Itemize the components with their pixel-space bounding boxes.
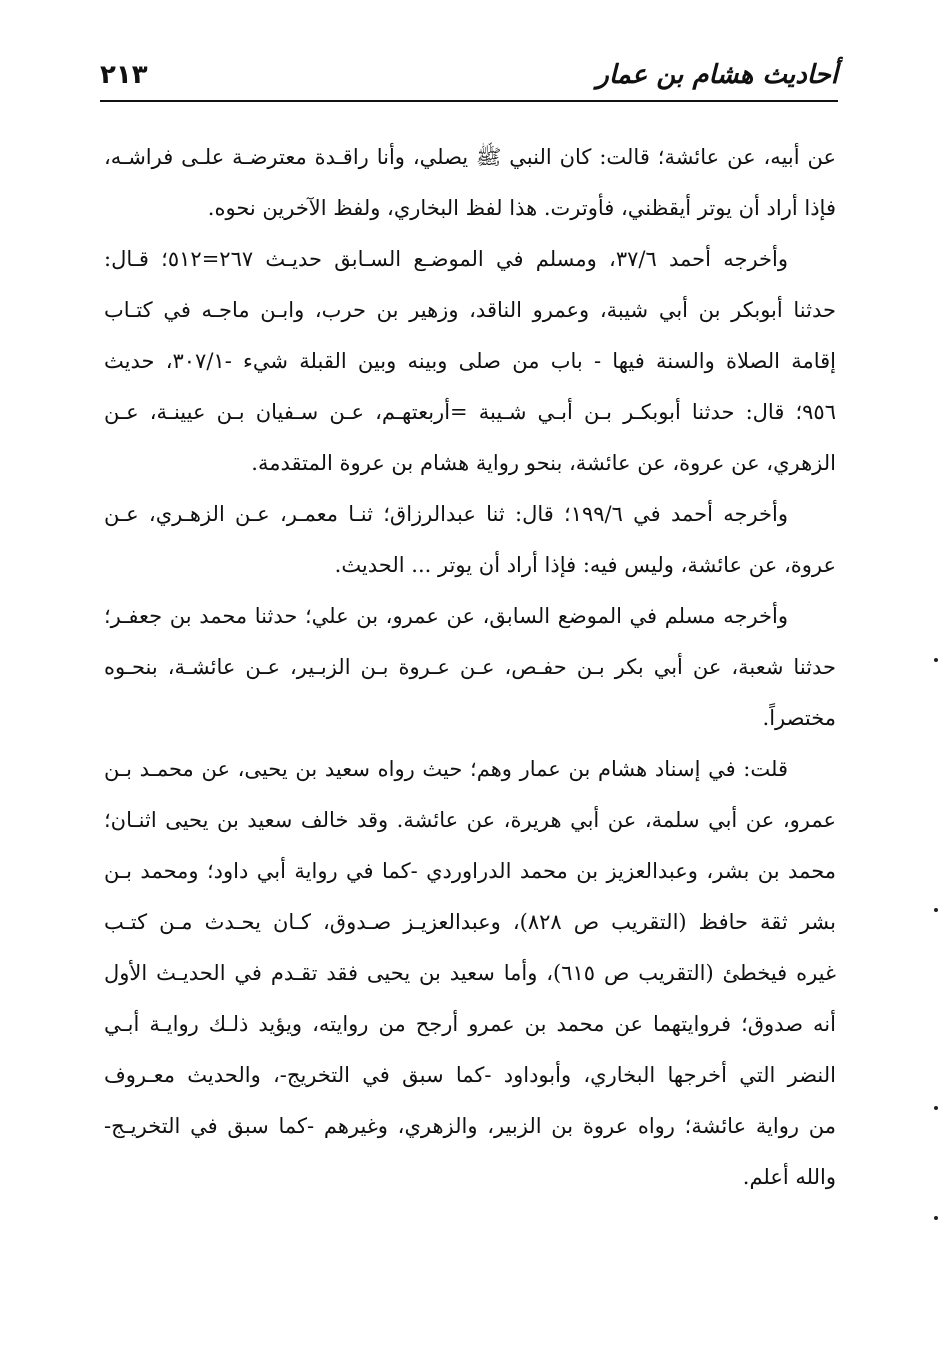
running-header xyxy=(100,52,838,102)
text-line: مختصراً. xyxy=(762,706,836,730)
scan-speck xyxy=(934,658,938,662)
text-line: بشر ثقة حافظ (التقريب ص ٨٢٨)، وعبدالعزيـز صـدوق، كـان يحـدث مـن كتـب xyxy=(104,910,836,934)
paragraph-4 xyxy=(104,591,836,744)
scan-speck xyxy=(934,1106,938,1110)
text-line: عمرو، عن أبي سلمة، عن أبي هريرة، عن عائشة. وقد خالف سعيد بن يحيى اثنـان؛ xyxy=(104,808,836,832)
text-line: النضر التي أخرجها البخاري، وأبوداود -كما سبق في التخريج-، والحديث معـروف xyxy=(104,1063,836,1087)
scan-speck xyxy=(934,908,938,912)
text-line: من رواية عائشة؛ رواه عروة بن الزبير، والزهري، وغيرهم -كما سبق في التخريـج- xyxy=(104,1114,836,1138)
text-line: وأخرجه أحمد ٣٧/٦، ومسلم في الموضـع السـابق حديـث ٢٦٧=٥١٢؛ قـال: xyxy=(104,247,788,271)
text-line: إقامة الصلاة والسنة فيها - باب من صلى وبينه وبين القبلة شيء -٣٠٧/١، حديث xyxy=(104,349,836,373)
text-line: فإذا أراد أن يوتر أيقظني، فأوترت. هذا لفظ البخاري، ولفظ الآخرين نحوه. xyxy=(207,196,836,220)
paragraph-5 xyxy=(104,744,836,1203)
text-line: الزهري، عن عروة، عن عائشة، بنحو رواية هشام بن عروة المتقدمة. xyxy=(251,451,836,475)
header-rule xyxy=(100,100,838,102)
text-line: غيره فيخطئ (التقريب ص ٦١٥)، وأما سعيد بن يحيى فقد تقـدم في الحديـث الأول xyxy=(104,961,836,985)
text-line: وأخرجه مسلم في الموضع السابق، عن عمرو، بن علي؛ حدثنا محمد بن جعفـر؛ xyxy=(104,604,788,628)
paragraph-1 xyxy=(104,132,836,234)
text-line: محمد بن بشر، وعبدالعزيز بن محمد الدراوردي -كما في رواية أبي داود؛ ومحمد بـن xyxy=(104,859,836,883)
text-line: وأخرجه أحمد في ١٩٩/٦؛ قال: ثنا عبدالرزاق؛ ثنـا معمـر، عـن الزهـري، عـن xyxy=(104,502,788,526)
running-title: أحاديث هشام بن عمار xyxy=(596,60,838,90)
text-line: عن أبيه، عن عائشة؛ قالت: كان النبي ﷺ يصلي، وأنا راقـدة معترضـة علـى فراشـه، xyxy=(104,145,836,169)
paragraph-2 xyxy=(104,234,836,489)
text-line: حدثنا شعبة، عن أبي بكر بـن حفـص، عـن عـروة بـن الزبـير، عـن عائشـة، بنحـوه xyxy=(104,655,836,679)
text-line: حدثنا أبوبكر بن أبي شيبة، وعمرو الناقد، وزهير بن حرب، وابـن ماجـه في كتـاب xyxy=(104,298,836,322)
scan-speck xyxy=(934,1216,938,1220)
body-text xyxy=(104,132,836,1203)
text-line: قلت: في إسناد هشام بن عمار وهم؛ حيث رواه سعيد بن يحيى، عن محمـد بـن xyxy=(104,757,788,781)
text-line: ٩٥٦؛ قال: حدثنا أبوبكـر بـن أبـي شـيبة =أربعتهـم، عـن سـفيان بـن عيينـة، عـن xyxy=(104,400,836,424)
page-number: ٢١٣ xyxy=(100,60,148,90)
paragraph-3 xyxy=(104,489,836,591)
text-line: والله أعلم. xyxy=(742,1165,836,1189)
text-line: أنه صدوق؛ فروايتهما عن محمد بن عمرو أرجح من روايته، ويؤيد ذلـك روايـة أبـي xyxy=(104,1012,836,1036)
text-line: عروة، عن عائشة، وليس فيه: فإذا أراد أن يوتر ... الحديث. xyxy=(334,553,836,577)
